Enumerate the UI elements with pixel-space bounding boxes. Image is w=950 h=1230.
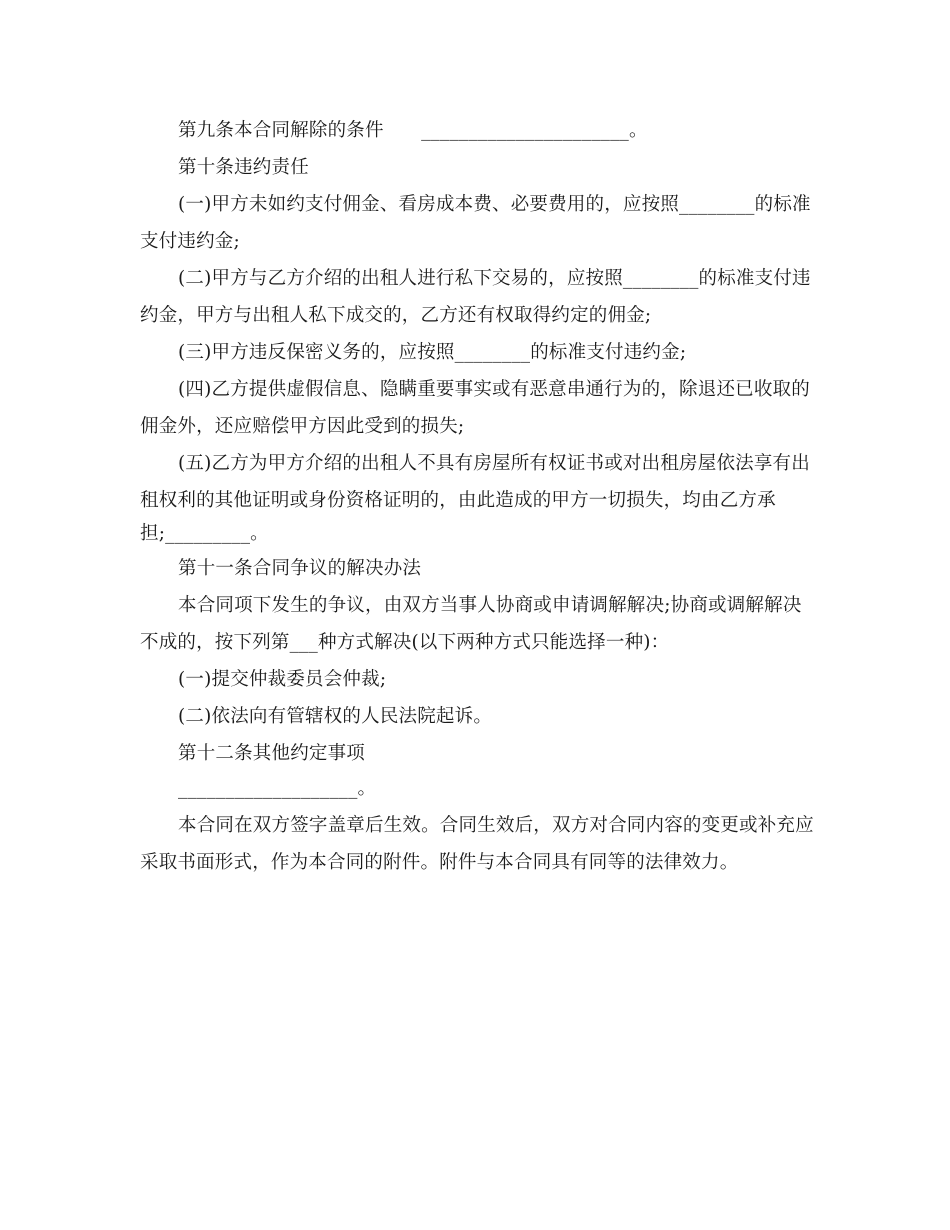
clause-10-item-4-cont: 佣金外，还应赔偿甲方因此受到的损失;	[140, 416, 465, 437]
clause-10-item-5-cont-1: 租权利的其他证明或身份资格证明的，由此造成的甲方一切损失，均由乙方承	[140, 490, 776, 511]
clause-10-item-3: (三)甲方违反保密义务的，应按照________的标准支付违约金;	[178, 342, 687, 363]
clause-11-option-2: (二)依法向有管辖权的人民法院起诉。	[178, 706, 493, 727]
clause-11-option-1: (一)提交仲裁委员会仲裁;	[178, 669, 387, 690]
clause-10-item-2-cont: 约金，甲方与出租人私下成交的，乙方还有权取得约定的佣金;	[140, 305, 652, 326]
clause-12-heading: 第十二条其他约定事项	[178, 743, 366, 764]
clause-12-blank: ___________________。	[178, 778, 377, 799]
clause-10-item-5-cont-2: 担;_________。	[140, 523, 269, 544]
effectiveness-clause-cont: 采取书面形式，作为本合同的附件。附件与本合同具有同等的法律效力。	[140, 852, 739, 873]
clause-10-item-5: (五)乙方为甲方介绍的出租人不具有房屋所有权证书或对出租房屋依法享有出	[178, 453, 810, 474]
clause-11-heading: 第十一条合同争议的解决办法	[178, 558, 422, 579]
clause-10-heading: 第十条违约责任	[178, 157, 309, 178]
clause-10-item-4: (四)乙方提供虚假信息、隐瞒重要事实或有恶意串通行为的，除退还已收取的	[178, 379, 810, 400]
clause-11-body-cont: 不成的，按下列第___种方式解决(以下两种方式只能选择一种)：	[140, 632, 670, 653]
clause-9-termination: 第九条本合同解除的条件 ______________________。	[178, 120, 648, 141]
clause-10-item-1: (一)甲方未如约支付佣金、看房成本费、必要费用的，应按照________的标准	[178, 194, 811, 215]
effectiveness-clause: 本合同在双方签字盖章后生效。合同生效后，双方对合同内容的变更或补充应	[178, 815, 814, 836]
clause-10-item-1-cont: 支付违约金;	[140, 231, 240, 252]
clause-10-item-2: (二)甲方与乙方介绍的出租人进行私下交易的，应按照________的标准支付违	[178, 268, 811, 289]
clause-11-body: 本合同项下发生的争议，由双方当事人协商或申请调解解决;协商或调解解决	[178, 595, 802, 616]
